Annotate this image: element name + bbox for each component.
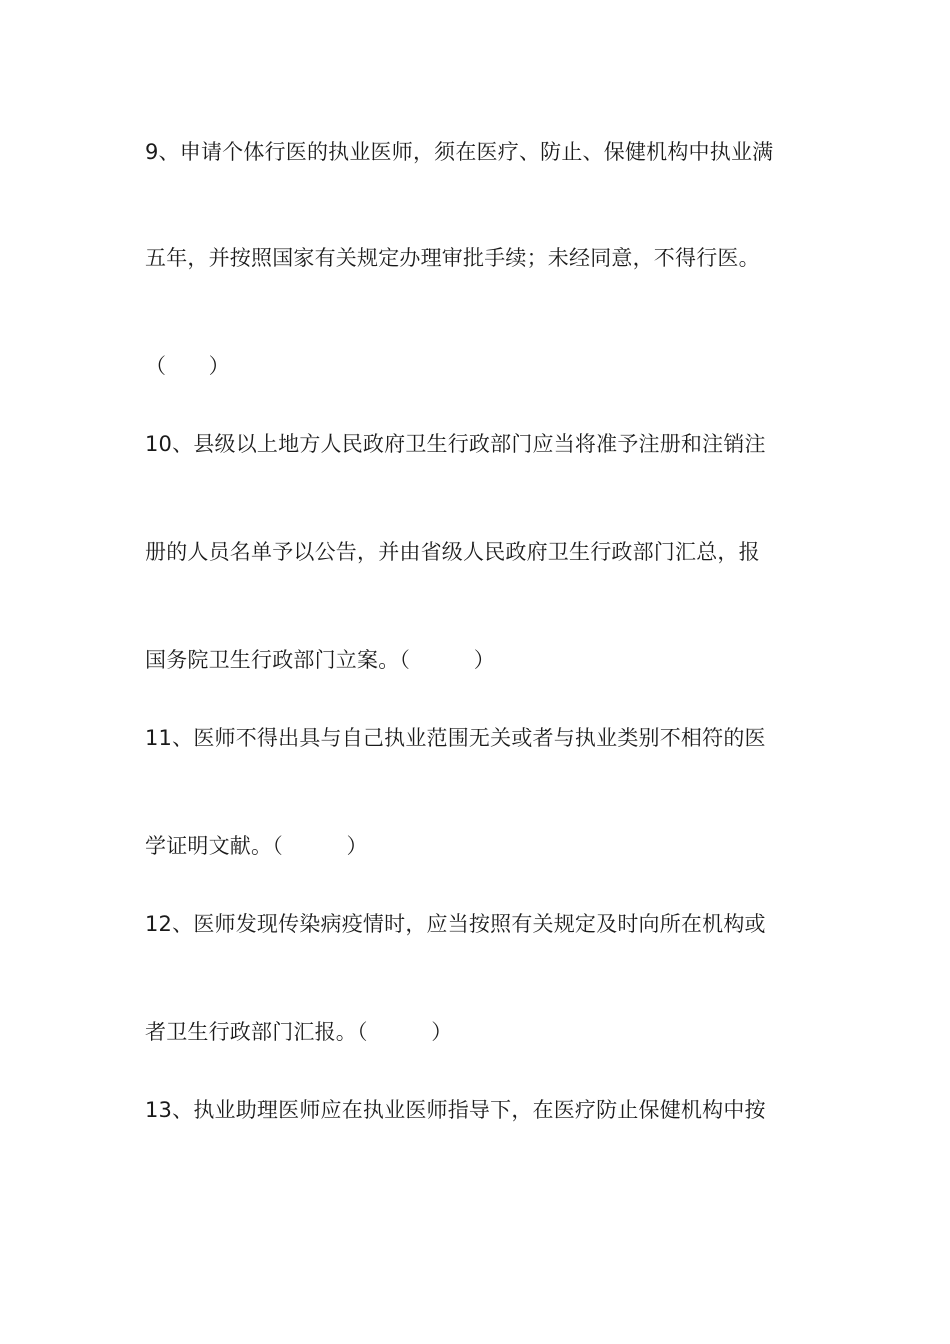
question-12-line-2: 者卫生行政部门汇报。（ ） xyxy=(145,1020,453,1044)
question-10-line-1: 10、县级以上地方人民政府卫生行政部门应当将准予注册和注销注 xyxy=(145,432,766,456)
question-9-line-2: 五年，并按照国家有关规定办理审批手续；未经同意，不得行医。 xyxy=(145,246,760,270)
question-10-line-2: 册的人员名单予以公告，并由省级人民政府卫生行政部门汇总，报 xyxy=(145,540,760,564)
question-12-line-1: 12、医师发现传染病疫情时，应当按照有关规定及时向所在机构或 xyxy=(145,912,766,936)
question-9-answer-blank: （ ） xyxy=(145,354,230,378)
question-11-line-1: 11、医师不得出具与自己执业范围无关或者与执业类别不相符的医 xyxy=(145,726,766,750)
question-13-line-1: 13、执业助理医师应在执业医师指导下，在医疗防止保健机构中按 xyxy=(145,1098,766,1122)
question-10-line-3: 国务院卫生行政部门立案。（ ） xyxy=(145,648,495,672)
question-11-line-2: 学证明文献。（ ） xyxy=(145,834,368,858)
question-9-line-1: 9、申请个体行医的执业医师，须在医疗、防止、保健机构中执业满 xyxy=(145,140,774,164)
